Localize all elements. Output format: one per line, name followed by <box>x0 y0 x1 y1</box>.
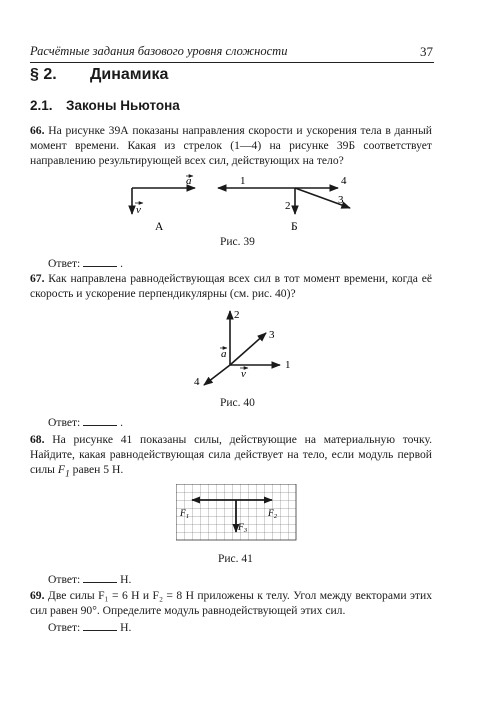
page-number: 37 <box>420 44 433 59</box>
problem-68 <box>30 432 432 482</box>
problem-67-text: Как направлена равнодействующая всех сил в тот момент времени, когда её скорость и ускорение перпендикулярны (см. рис. 40)? <box>30 272 432 301</box>
running-header-title: Расчётные задания базового уровня сложности <box>30 44 288 58</box>
problem-69 <box>30 588 432 618</box>
answer-suffix: Н. <box>120 621 132 634</box>
fig41-f2-label: $F_2$ <box>268 509 278 520</box>
problem-69-answer <box>48 620 131 634</box>
problem-66-number: 66. <box>30 124 45 137</box>
fig39-a-label: a <box>186 175 192 187</box>
answer-suffix: . <box>120 257 123 270</box>
answer-blank[interactable] <box>83 620 117 631</box>
fig39-arrow-3-label: 3 <box>338 194 344 206</box>
fig40-arrow-1-label: 1 <box>285 359 291 371</box>
fig39-arrow-2-label: 2 <box>285 200 291 212</box>
section-heading <box>30 66 168 84</box>
problem-68-text: На рисунке 41 показаны силы, действующие на материальную точку. Найдите, какая равнодействующая сила действует на тело, если модуль первой силы <box>30 433 432 477</box>
fig41-f3-label: $F_3$ <box>238 523 248 534</box>
answer-label: Ответ: <box>48 621 81 634</box>
fig39-part-b-label: Б <box>291 221 298 233</box>
section-number: § 2. <box>30 66 57 83</box>
fig39-arrow-1-label: 1 <box>240 175 246 187</box>
fig40-v-label: v <box>241 368 246 380</box>
answer-blank[interactable] <box>83 256 117 267</box>
answer-blank[interactable] <box>83 572 117 583</box>
subsection-title: Законы Ньютона <box>66 98 180 113</box>
answer-suffix: . <box>120 416 123 429</box>
fig40-arrow-3-label: 3 <box>269 329 275 341</box>
problem-67 <box>30 271 432 301</box>
section-title: Динамика <box>90 66 169 83</box>
problem-68-text-end: равен 5 Н. <box>72 463 124 477</box>
subsection-number: 2.1. <box>30 98 53 113</box>
header-rule <box>30 62 434 63</box>
figure-40 <box>190 305 300 395</box>
problem-68-force-symbol: $F_1$ <box>57 463 70 480</box>
problem-68-answer <box>48 572 131 586</box>
subsection-heading <box>30 98 180 113</box>
figure-39-caption: Рис. 39 <box>220 236 255 248</box>
figure-41-caption: Рис. 41 <box>218 553 253 565</box>
problem-66 <box>30 123 432 169</box>
fig40-arrow-2-label: 2 <box>234 309 240 321</box>
fig39-v-label: v <box>136 204 141 216</box>
figure-40-caption: Рис. 40 <box>220 397 255 409</box>
fig39-part-a-label: А <box>155 221 164 233</box>
fig41-f1-label: $F_1$ <box>180 509 190 520</box>
answer-blank[interactable] <box>83 415 117 426</box>
fig39-arrow-4-label: 4 <box>341 175 347 187</box>
problem-69-text: Две силы F₁ = 6 Н и F₂ = 8 Н приложены к телу. Угол между векторами этих сил равен 90°. Определите модуль равнодействующей этих сил. <box>30 589 432 618</box>
answer-label: Ответ: <box>48 573 81 586</box>
problem-67-number: 67. <box>30 272 45 285</box>
fig40-a-label: a <box>221 348 227 360</box>
fig40-arrow-3 <box>230 333 266 365</box>
problem-68-number: 68. <box>30 433 45 446</box>
figure-41 <box>176 484 300 544</box>
figure-39 <box>110 172 370 236</box>
fig40-arrow-4 <box>204 365 230 385</box>
answer-label: Ответ: <box>48 416 81 429</box>
fig40-arrow-4-label: 4 <box>194 376 200 388</box>
problem-67-answer <box>48 415 123 429</box>
answer-label: Ответ: <box>48 257 81 270</box>
problem-66-text: На рисунке 39А показаны направления скорости и ускорения тела в данный момент времени. Какая из стрелок (1—4) на рисунке 39Б соответствует направлению результирующей всех сил, действующих на тело? <box>30 124 432 168</box>
problem-66-answer <box>48 256 123 270</box>
answer-suffix: Н. <box>120 573 132 586</box>
problem-69-number: 69. <box>30 589 45 602</box>
